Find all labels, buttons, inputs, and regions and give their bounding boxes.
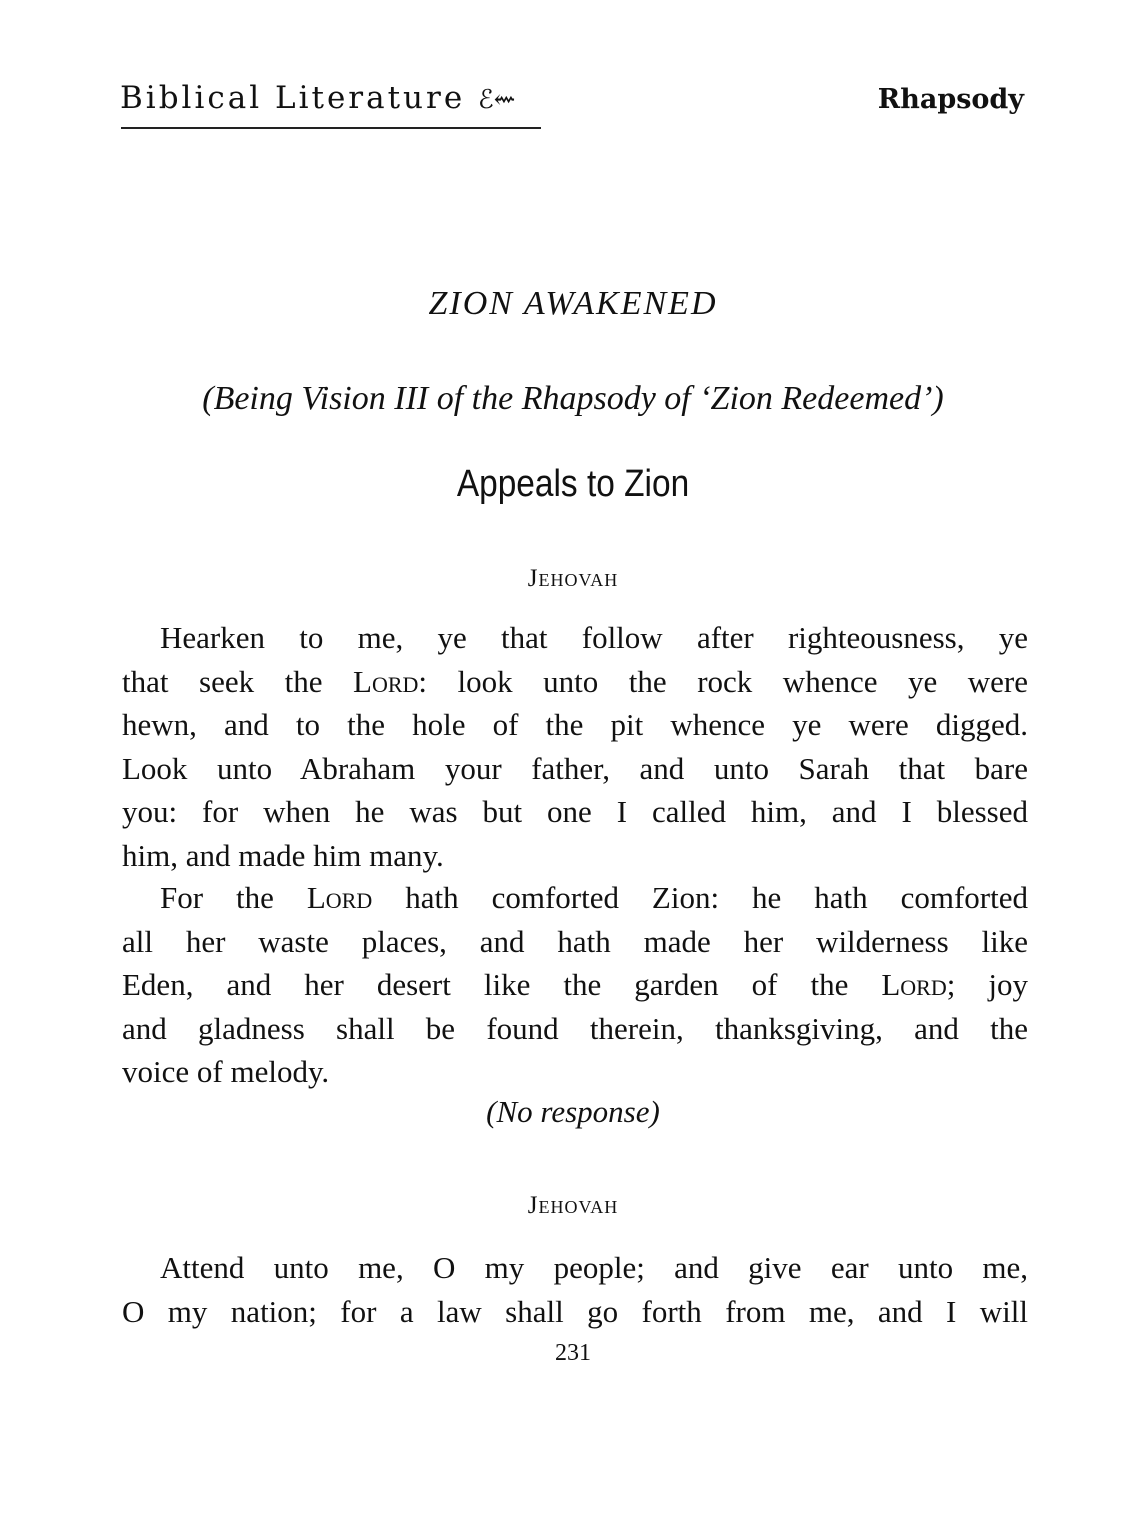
paragraph [122,1246,1028,1333]
text-line [122,920,1028,964]
ornament-icon: ℰ⇜ [478,85,516,115]
text-line [122,703,1028,747]
speaker-label: Jehovah [527,565,619,592]
page-number: 231 [555,1340,591,1366]
text-line [122,790,1028,834]
text-line [122,1007,1028,1051]
section-heading: Appeals to Zion [456,463,690,505]
text-line [122,834,1028,878]
text-line [122,616,1028,660]
text-line [122,1246,1028,1290]
running-title-text: Biblical Literature [120,80,466,116]
stage-direction: (No response) [486,1094,660,1129]
text-line [122,876,1028,920]
text-segment: voice of melody. [122,1054,330,1089]
text-segment: Eden, and her desert like the garden of the [122,967,882,1002]
text-line [122,963,1028,1007]
small-caps-word: Lord [881,967,947,1002]
text-segment: and gladness shall be found therein, thanksgiving, and the [122,1010,1028,1046]
text-segment: O my nation; for a law shall go forth from me, and I will [122,1293,1028,1329]
paragraph [122,876,1028,1094]
text-segment: ; joy [946,967,1028,1002]
text-segment: Look unto Abraham your father, and unto Sarah that bare [122,750,1028,786]
text-segment: him, and made him many. [122,837,444,873]
text-segment: Hearken to me, ye that follow after righteousness, ye [160,620,1028,655]
chapter-subtitle: (Being Vision III of the Rhapsody of ‘Zion Redeemed’) [202,380,944,417]
chapter-title: ZION AWAKENED [428,285,718,322]
text-line [122,660,1028,704]
speaker-label: Jehovah [527,1192,619,1219]
text-line [122,747,1028,791]
paragraph [122,616,1028,877]
text-segment: hath comforted Zion: he hath comforted [372,880,1029,915]
small-caps-word: Lord [306,880,373,915]
header-rule [121,127,541,129]
text-segment: you: for when he was but one I called him, and I blessed [122,794,1028,829]
text-line [122,1050,1028,1094]
text-segment: Attend unto me, O my people; and give ear unto me, [160,1250,1028,1285]
small-caps-word: Lord [353,663,419,699]
text-segment: that seek the [122,663,354,699]
text-segment: : look unto the rock whence ye were [418,663,1028,699]
text-segment: all her waste places, and hath made her wilderness like [122,923,1028,959]
text-segment: hewn, and to the hole of the pit whence ye were digged. [122,707,1028,742]
running-title [120,80,516,116]
text-segment: For the [160,880,307,915]
section-title: Rhapsody [877,84,1024,115]
text-line [122,1290,1028,1334]
